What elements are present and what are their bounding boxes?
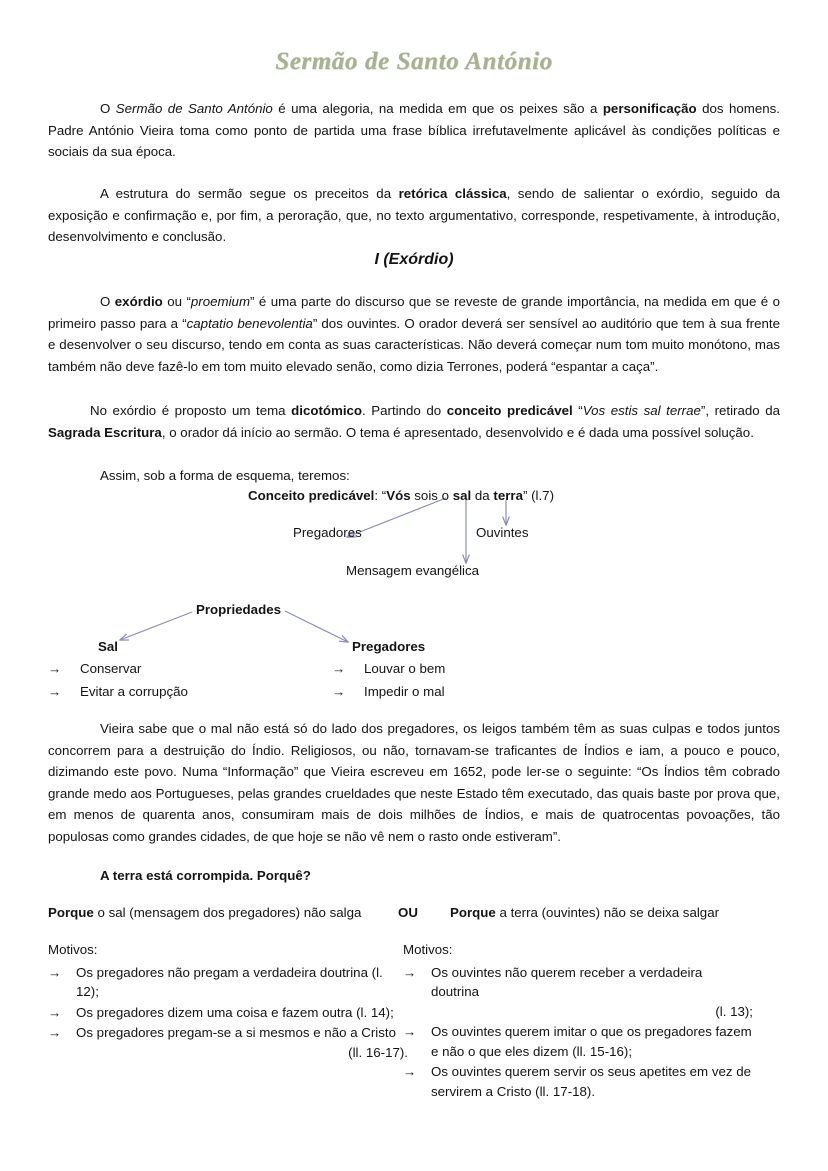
motivos-right-block xyxy=(403,940,753,1102)
p3-seg5: ” é uma parte do discurso que se reveste de grande importância, na medida em que é o primeiro passo para a “ xyxy=(48,294,780,331)
diagram2-left-item-0 xyxy=(48,658,141,680)
motivos-left-label: Motivos: xyxy=(48,942,98,957)
cause-left-rest: o sal (mensagem dos pregadores) não salga xyxy=(93,905,362,920)
p3-seg1: O xyxy=(100,294,115,309)
diagram2-right-item-0 xyxy=(332,658,445,680)
p3-italic-captatio: captatio benevolentia xyxy=(186,315,313,331)
p1-title-italic: Sermão de Santo António xyxy=(115,101,273,116)
diagram2-right-item-1 xyxy=(332,681,445,703)
arrow-propriedades-to-pregadores xyxy=(285,611,348,642)
p4-seg9: , o orador dá início ao sermão. O tema é apresentado, desenvolvido e é dada uma possível solução. xyxy=(161,424,754,440)
diagram2-left-title-sal: Sal xyxy=(98,639,118,654)
motivos-right-row-0-tail: (l. 13); xyxy=(715,1003,753,1019)
arrow-glyph-icon: → xyxy=(48,964,62,980)
motivos-right-row-1-text: Os ouvintes querem imitar o que os pregadores fazem e não o que eles dizem (ll. 15-16); xyxy=(431,1024,752,1059)
motivos-right-row-0 xyxy=(403,963,753,1022)
motivos-left-row-0-text: Os pregadores não pregam a verdadeira doutrina (l. 12); xyxy=(76,964,383,999)
arrow-glyph-icon: → xyxy=(48,661,62,676)
motivos-right-row-0-main: Os ouvintes não querem receber a verdadeira doutrina xyxy=(431,964,703,999)
motivos-right-row-0-text xyxy=(431,963,753,1022)
motivos-right-row-1 xyxy=(403,1022,753,1061)
cause-left xyxy=(48,902,361,923)
diagram2-left-item-1-text: Evitar a corrupção xyxy=(80,684,188,699)
motivos-left-block xyxy=(48,940,408,1063)
p1-seg5: dos homens. Padre António Vieira toma como ponto de partida uma frase bíblica irrefutavelmente aplicável às condições políticas e sociais da sua época. xyxy=(48,101,780,159)
p4-bold-dicotomico: dicotómico xyxy=(291,403,363,418)
paragraph-estrutura xyxy=(48,183,780,248)
heading-terra-corrompida: A terra está corrompida. Porquê? xyxy=(100,868,311,883)
diagram2-root-propriedades: Propriedades xyxy=(196,602,281,617)
arrow-glyph-icon: → xyxy=(403,1064,417,1079)
concept-sal: sal xyxy=(452,488,472,503)
cause-right xyxy=(450,902,719,923)
arrow-glyph-icon: → xyxy=(332,684,346,699)
diagram1-concept-line xyxy=(248,487,554,504)
diagram1-node-pregadores: Pregadores xyxy=(293,525,362,540)
motivos-left-row-2-text xyxy=(76,1023,408,1062)
arrow-glyph-icon: → xyxy=(403,1024,417,1039)
diagram2-right-item-0-text: Louvar o bem xyxy=(364,661,446,676)
cause-right-lead: Porque xyxy=(450,905,496,920)
diagram2-right-item-1-text: Impedir o mal xyxy=(364,684,445,699)
p3-seg7: ” dos ouvintes. O orador deverá ser sensível ao auditório que tem à sua frente e desenvolver o seu discurso, tendo em conta as suas características. Não deverá começar num tom muito monótono, mas também não deve fazê-lo em tom muito elevado senão, como dizia Terrones, poderá “espantar a caça”. xyxy=(48,315,780,374)
motivos-right-label: Motivos: xyxy=(403,942,453,957)
concept-label: Conceito predicável xyxy=(248,488,375,503)
concept-w2: sois o xyxy=(410,488,453,503)
p4-italic-vos-estis: Vos estis sal terrae xyxy=(582,403,701,418)
motivos-right-row-2-text: Os ouvintes querem servir os seus apetites em vez de servirem a Cristo (ll. 17-18). xyxy=(431,1064,752,1099)
concept-vos: Vós xyxy=(386,488,411,503)
arrow-glyph-icon: → xyxy=(332,661,346,676)
p2-seg3: , sendo de salientar o exórdio, seguido da exposição e confirmação e, por fim, a peroração, que, no texto argumentativo, corresponde, respetivamente, à introdução, desenvolvimento e conclusão. xyxy=(48,186,781,244)
page-title: Sermão de Santo António xyxy=(275,48,553,75)
diagram2-left-item-1 xyxy=(48,681,188,703)
paragraph-vieira: Vieira sabe que o mal não está só do lado dos pregadores, os leigos também têm as suas culpas e todos juntos concorrem para a destruição do Índio. Religiosos, ou não, tornavam-se traficantes de Índios e iam, a pouco e pouco, dizimando este povo. Numa “Informação” que Vieira escreveu em 1652, pode ler-se o seguinte: “Os Índios têm cobrado grande medo aos Portugueses, pelas grandes crueldades que neste Estado têm executado, das quais baste por prova que, em menos de quarenta anos, consumiram mais de dois milhões de Índios, e mais de quatrocentas povoações, tão populosas como grandes cidades, de que hoje se não vê nem o rasto onde estiveram”. xyxy=(48,721,780,844)
p1-seg1: O xyxy=(100,101,116,116)
motivos-left-row-1 xyxy=(48,1003,408,1023)
motivos-left-row-1-text: Os pregadores dizem uma coisa e fazem outra (l. 14); xyxy=(76,1004,394,1020)
motivos-left-row-2 xyxy=(48,1023,408,1062)
arrow-propriedades-to-sal xyxy=(120,612,192,640)
diagram2-right-title-pregadores: Pregadores xyxy=(352,639,426,654)
concept-terra: terra xyxy=(493,488,523,503)
motivos-left-row-2-tail: (ll. 16-17). xyxy=(348,1044,408,1060)
p4-seg3: . Partindo do xyxy=(362,403,447,418)
concept-sep: : “ xyxy=(374,488,387,503)
arrow-glyph-icon: → xyxy=(403,964,417,980)
paragraph-intro xyxy=(48,98,780,163)
paragraph-exordio xyxy=(48,291,780,377)
p1-bold-personificacao: personificação xyxy=(602,101,697,116)
arrow-glyph-icon: → xyxy=(48,1004,62,1020)
p3-seg3: ou “ xyxy=(162,294,191,309)
motivos-left-row-2-main: Os pregadores pregam-se a si mesmos e não a Cristo xyxy=(76,1025,397,1040)
arrow-glyph-icon: → xyxy=(48,1025,62,1040)
cause-connector-ou: OU xyxy=(398,905,418,920)
motivos-left-row-0 xyxy=(48,963,408,1002)
p2-bold-retorica: retórica clássica xyxy=(398,186,507,201)
paragraph-assim: Assim, sob a forma de esquema, teremos: xyxy=(100,468,350,483)
diagram2-left-item-0-text: Conservar xyxy=(80,661,142,676)
p4-seg1: No exórdio é proposto um tema xyxy=(90,403,292,418)
cause-left-lead: Porque xyxy=(48,905,94,920)
p2-seg1: A estrutura do sermão segue os preceitos da xyxy=(100,186,399,201)
diagram1-node-mensagem: Mensagem evangélica xyxy=(346,563,480,578)
diagram1-node-ouvintes: Ouvintes xyxy=(476,525,529,540)
cause-right-rest: a terra (ouvintes) não se deixa salgar xyxy=(495,905,720,920)
p4-bold-sagrada: Sagrada Escritura xyxy=(48,424,162,440)
motivos-right-row-2 xyxy=(403,1062,753,1101)
p1-seg3: é uma alegoria, na medida em que os peixes são a xyxy=(272,101,603,116)
p4-seg7: ”, retirado da xyxy=(700,403,781,418)
concept-w6: ” (l.7) xyxy=(522,488,555,503)
p3-bold-exordio: exórdio xyxy=(114,294,163,309)
p4-seg5: “ xyxy=(572,403,583,418)
arrow-glyph-icon: → xyxy=(48,684,62,699)
p4-bold-conceito: conceito predicável xyxy=(446,403,573,418)
section-heading-exordio: I (Exórdio) xyxy=(374,251,454,268)
concept-w4: da xyxy=(471,488,494,503)
paragraph-dicotomico xyxy=(48,400,780,443)
p3-italic-proemium: proemium xyxy=(190,294,251,309)
